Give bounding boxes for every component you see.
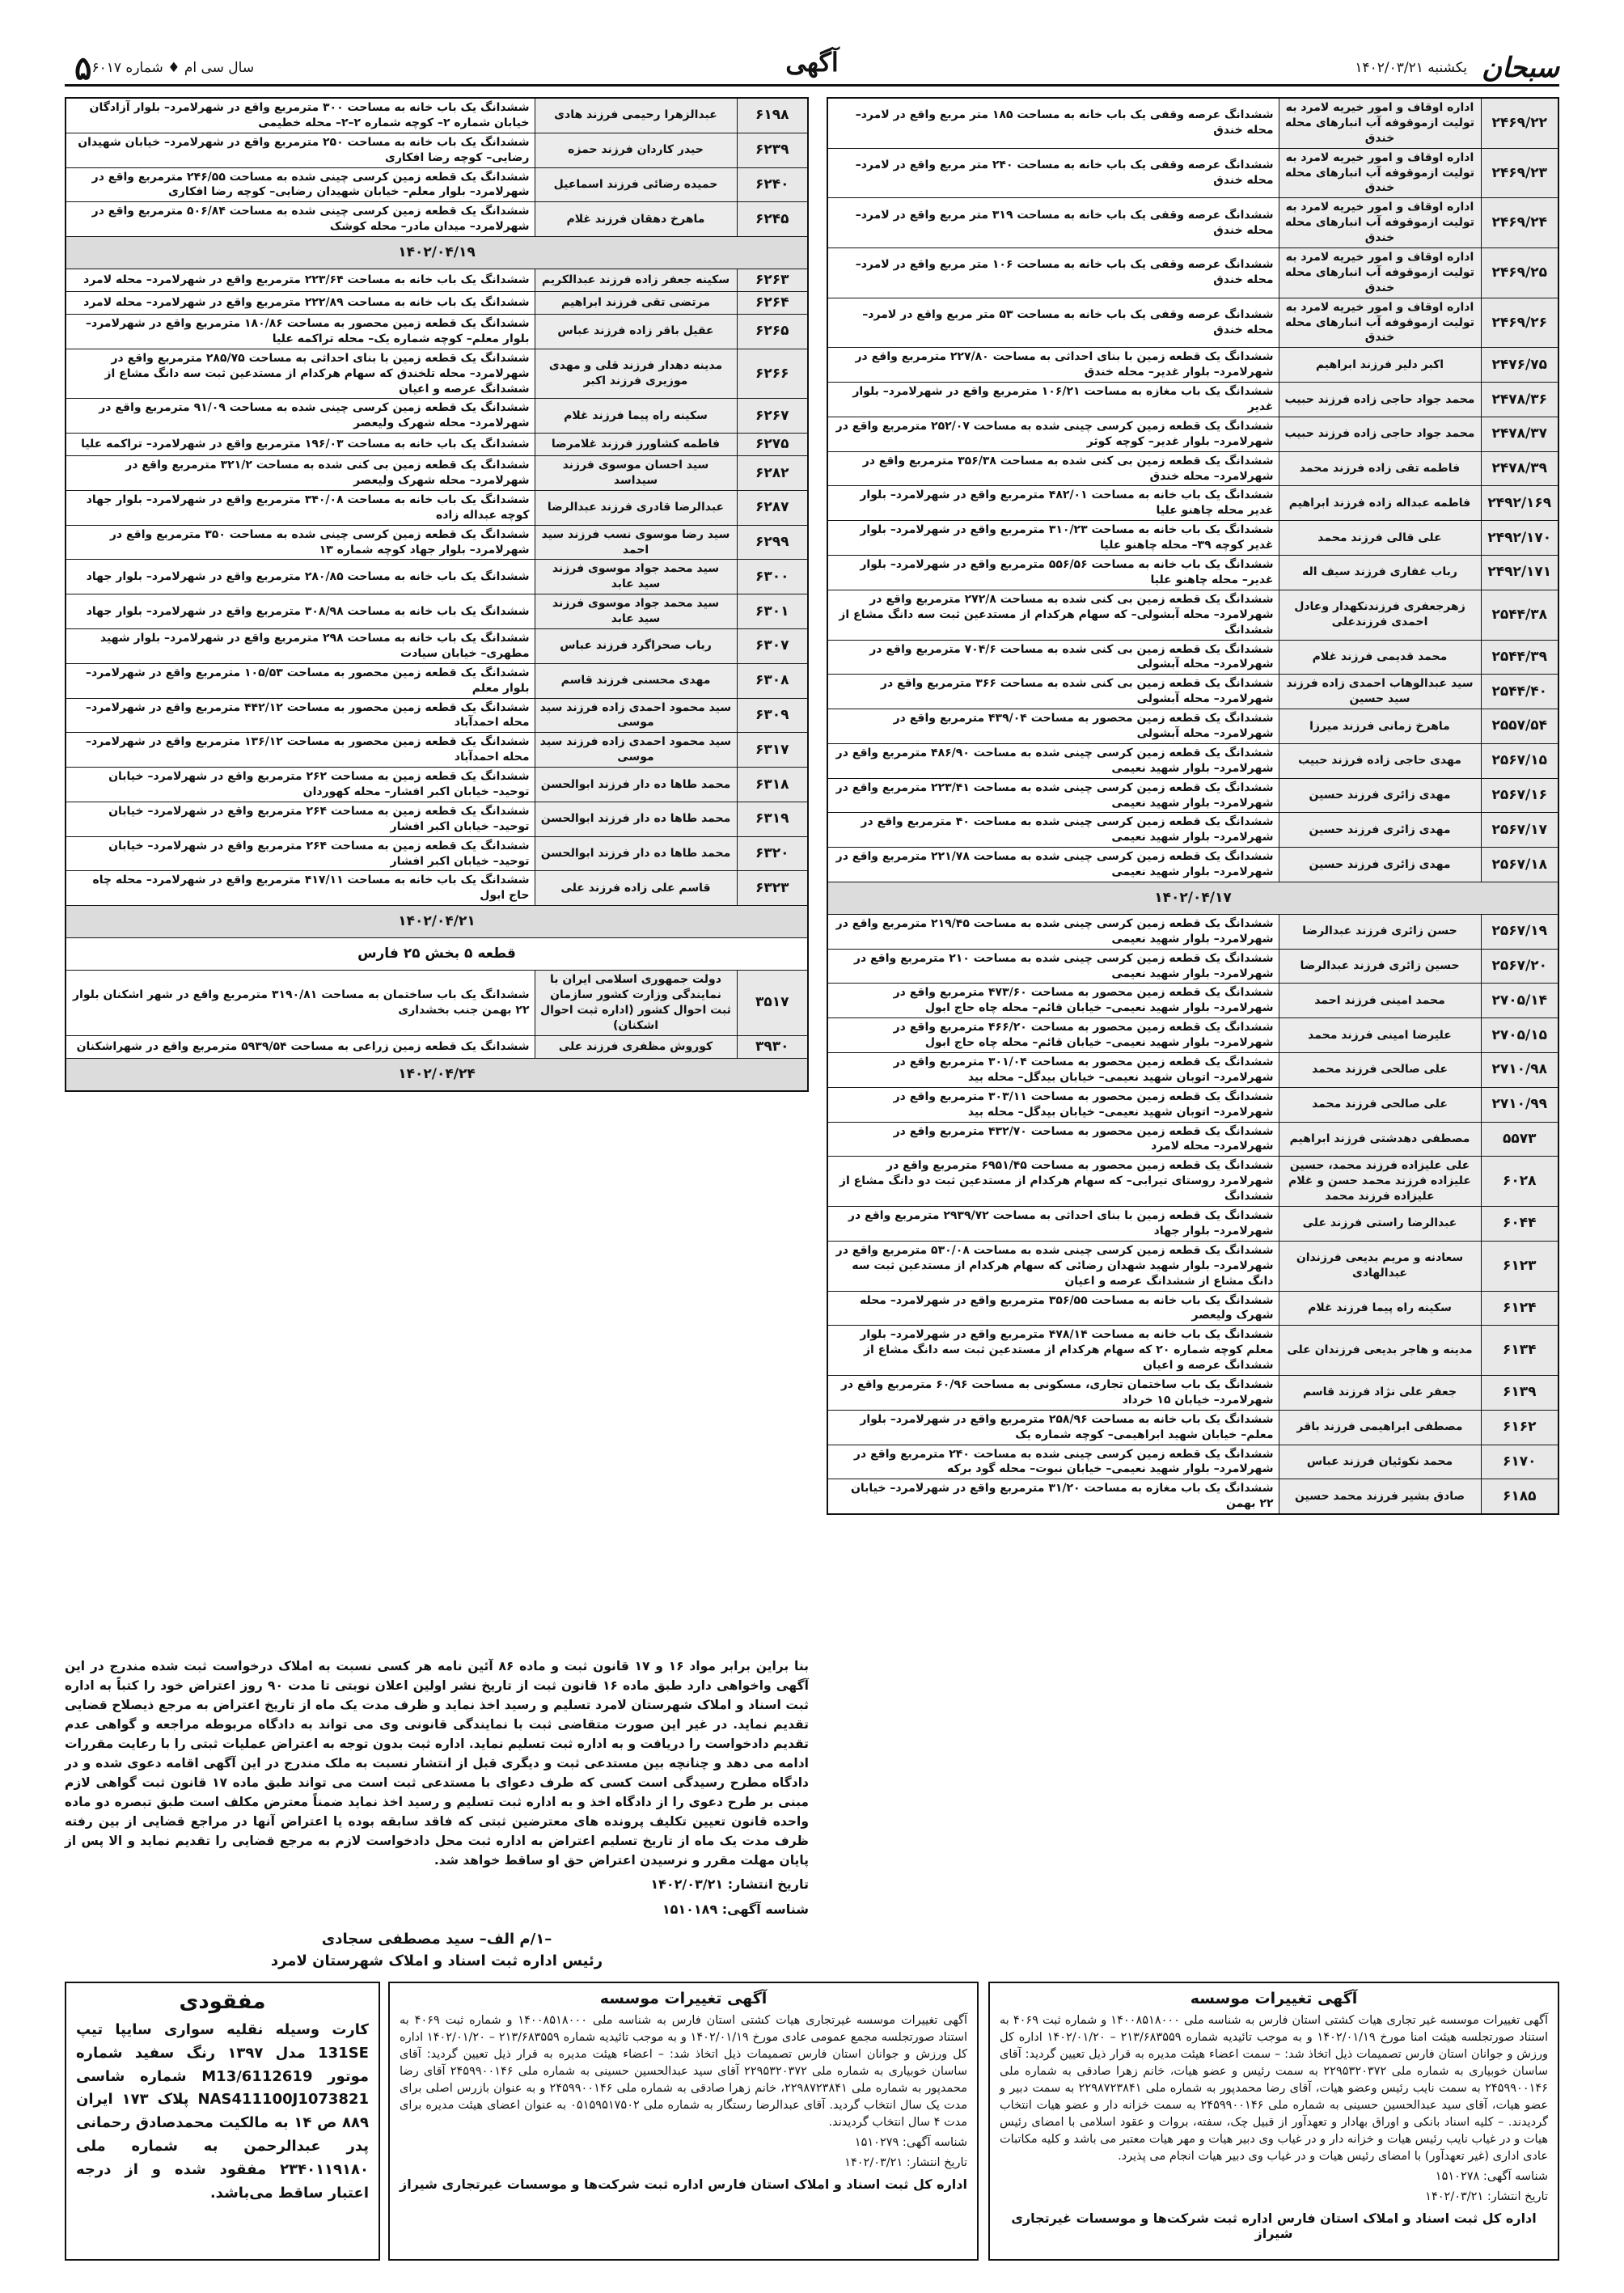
parcel-code: ۲۵۴۴/۳۸: [1481, 590, 1558, 640]
owner-name: محمد طاها ده دار فرزند ابوالحسن: [535, 768, 737, 802]
table-row: [66, 594, 808, 629]
date-separator: ۱۴۰۲/۰۴/۲۱: [66, 906, 808, 938]
parcel-code: ۶۱۲۳: [1481, 1241, 1558, 1291]
table-row: [66, 525, 808, 560]
table-body: [66, 98, 808, 1091]
date-separator: ۱۴۰۲/۰۴/۱۷: [827, 882, 1558, 914]
parcel-code: ۶۲۶۴: [737, 292, 808, 315]
owner-name: حمیده رضائی فرزند اسماعیل: [535, 167, 737, 202]
parcel-code: ۲۵۶۷/۱۷: [1481, 813, 1558, 848]
parcel-code: ۶۳۲۰: [737, 836, 808, 871]
parcel-code: ۲۴۶۹/۲۵: [1481, 248, 1558, 298]
owner-name: عبدالرضا قادری فرزند عبدالرضا: [535, 490, 737, 525]
parcel-code: ۶۲۸۷: [737, 490, 808, 525]
property-description: ششدانگ یک قطعه زمین به مساحت ۲۶۴ مترمربع واقع در شهرلامرد– خیابان توحید– خیابان اکبر افشار: [66, 802, 535, 836]
owner-name: محمد طاها ده دار فرزند ابوالحسن: [535, 802, 737, 836]
parcel-code: ۲۴۷۸/۳۹: [1481, 451, 1558, 486]
owner-name: محمد قدیمی فرزند غلام: [1279, 640, 1481, 675]
ad-box-lost-document: [65, 1982, 380, 2261]
table-row: [66, 836, 808, 871]
owner-name: مدینه و هاجر بدیعی فرزندان علی: [1279, 1326, 1481, 1376]
table-row: [66, 629, 808, 664]
owner-name: مهدی محسنی فرزند قاسم: [535, 663, 737, 698]
parcel-code: ۶۳۰۹: [737, 698, 808, 733]
table-row: [827, 914, 1558, 949]
parcel-code: ۲۴۶۹/۲۳: [1481, 148, 1558, 198]
parcel-code: ۶۳۰۰: [737, 560, 808, 594]
parcel-code: ۲۴۷۸/۳۷: [1481, 417, 1558, 451]
header-left: [65, 49, 254, 87]
property-description: ششدانگ یک باب خانه به مساحت ۴۸۲/۰۱ مترمربع واقع در شهرلامرد– بلوار غدیر محله چاهنو علیا: [827, 486, 1279, 521]
table-row: [827, 984, 1558, 1018]
table-row: [827, 198, 1558, 248]
owner-name: سید محمد جواد موسوی فرزند سید عابد: [535, 594, 737, 629]
table-row: [827, 1375, 1558, 1410]
registration-table-left: [65, 97, 809, 1092]
owner-name: علی صالحی فرزند محمد: [1279, 1087, 1481, 1122]
property-description: ششدانگ یک قطعه زمین کرسی چینی شده به مساحت ۴۸۶/۹۰ مترمربع واقع در شهرلامرد– بلوار شهید نعیمی: [827, 743, 1279, 778]
owner-name: سید رضا موسوی نسب فرزند سید احمد: [535, 525, 737, 560]
notice-publish-date: تاریخ انتشار: ۱۴۰۲/۰۳/۲۱: [650, 1876, 809, 1893]
property-description: ششدانگ یک قطعه زمین کرسی چینی شده به مساحت ۹۱/۰۹ مترمربع واقع در شهرلامرد– محله شهرک ولیعصر: [66, 399, 535, 434]
owner-name: اداره اوقاف و امور خیریه لامرد به تولیت ازموقوفه آب انبارهای محله خندق: [1279, 198, 1481, 248]
table-row: [827, 675, 1558, 709]
table-row: [66, 349, 808, 399]
property-description: ششدانگ عرصه وقفی یک باب خانه به مساحت ۱۸۵ متر مربع واقع در لامرد– محله خندق: [827, 98, 1279, 148]
owner-name: مرتضی تقی فرزند ابراهیم: [535, 292, 737, 315]
parcel-code: ۶۲۴۰: [737, 167, 808, 202]
owner-name: کوروش مظفری فرزند علی: [535, 1035, 737, 1058]
parcel-code: ۶۳۱۸: [737, 768, 808, 802]
parcel-code: ۶۲۶۳: [737, 269, 808, 292]
table-row: [827, 556, 1558, 590]
owner-name: محمد طاها ده دار فرزند ابوالحسن: [535, 836, 737, 871]
date-separator-row: [66, 237, 808, 269]
owner-name: ماهرخ دهقان فرزند غلام: [535, 202, 737, 237]
table-row: [66, 490, 808, 525]
owner-name: حسن زائری فرزند عبدالرضا: [1279, 914, 1481, 949]
property-description: ششدانگ یک قطعه زمین بی کنی شده به مساحت ۳۵۶/۳۸ مترمربع واقع در شهرلامرد– محله خندق: [827, 451, 1279, 486]
owner-name: محمد جواد حاجی زاده فرزند حبیب: [1279, 417, 1481, 451]
parcel-code: ۶۲۸۲: [737, 456, 808, 491]
table-row: [66, 663, 808, 698]
owner-name: مهدی زائری فرزند حسین: [1279, 813, 1481, 848]
parcel-code: ۶۲۴۵: [737, 202, 808, 237]
table-row: [827, 1241, 1558, 1291]
owner-name: حسین زائری فرزند عبدالرضا: [1279, 949, 1481, 984]
table-row: [827, 1326, 1558, 1376]
property-description: ششدانگ یک باب خانه به مساحت ۲۵۰ مترمربع واقع در شهرلامرد– خیابان شهیدان رضایی– کوچه رضا افکاری: [66, 133, 535, 167]
property-description: ششدانگ یک قطعه زمین محصور به مساحت ۳۰۱/۰۴ مترمربع واقع در شهرلامرد– اتوبان شهید نعیمی– خیابان بیدگل– محله بید: [827, 1053, 1279, 1088]
owner-name: اداره اوقاف و امور خیریه لامرد به تولیت ازموقوفه آب انبارهای محله خندق: [1279, 298, 1481, 348]
notice-ad-id: شناسه آگهی: ۱۵۱۰۱۸۹: [662, 1901, 809, 1917]
parcel-code: ۶۱۸۵: [1481, 1479, 1558, 1514]
owner-name: عبدالزهرا رحیمی فرزند هادی: [535, 98, 737, 133]
property-description: ششدانگ یک قطعه زمین کرسی چینی شده به مساحت ۴۰ مترمربع واقع در شهرلامرد– بلوار شهید نعیمی: [827, 813, 1279, 848]
owner-name: علی صالحی فرزند محمد: [1279, 1053, 1481, 1088]
signature-title: رئیس اداره ثبت اسناد و املاک شهرستان لامرد: [270, 1952, 603, 1969]
parcel-code: ۵۵۷۳: [1481, 1122, 1558, 1157]
issue-date: یکشنبه ۱۴۰۲/۰۳/۲۱: [1355, 60, 1467, 76]
owner-name: علیرضا امینی فرزند محمد: [1279, 1018, 1481, 1053]
table-row: [66, 802, 808, 836]
owner-name: عقیل باقر زاده فرزند عباس: [535, 314, 737, 349]
property-description: ششدانگ یک قطعه زمین محصور به مساحت ۴۶۶/۲۰ مترمربع واقع در شهرلامرد– بلوار شهید نعیمی– خیابان قائم– محله چاه حاج ابول: [827, 1018, 1279, 1053]
table-row: [827, 778, 1558, 813]
property-description: ششدانگ عرصه وقفی یک باب خانه به مساحت ۵۳ متر مربع واقع در لامرد– محله خندق: [827, 298, 1279, 348]
owner-name: جعفر علی نژاد فرزند قاسم: [1279, 1375, 1481, 1410]
table-row: [827, 451, 1558, 486]
table-row: [827, 1445, 1558, 1479]
notice-signature: [65, 1928, 809, 1972]
ad-body: آگهی تغییرات موسسه غیرتجاری هیات کشتی استان فارس به شناسه ملی ۱۴۰۰۸۵۱۸۰۰۰ و شماره ثبت ۴۰۶۹ به استناد صورتجلسه مجمع عمومی عادی مورخ ۱۴۰۲/۰۱/۱۹ و به موجب تائیدیه شماره ۲۱۳/۶۸۳۵۵۹ – ۱۴۰۲/۰۱/۲۰ اداره کل ورزش و جوانان استان فارس تصمیمات ذیل اتخاذ شد: – اعضاء هیئت مدیره به قرار ذیل تعیین گردید: آقای ساسان خوبیاری به شماره ملی ۲۲۹۵۳۲۰۳۷۲ آقای سید عبدالحسین حسینی به شماره ملی ۲۴۵۹۹۰۰۱۴۶ آقای رضا محمدپور به شماره ملی ۲۲۹۸۷۲۳۸۴۱، خانم زهرا صادقی به شماره ملی ۲۴۵۹۹۰۰۱۴۶ و به عنوان بازرس اصلی برای مدت یک سال انتخاب گردید. آقای عبدالرضا رستگار به شماره ملی ۰۵۱۵۹۵۱۷۵۰۲ به عنوان اعضای هیئت مدیره برای مدت ۴ سال انتخاب گردیدند.: [400, 2014, 968, 2130]
owner-name: اداره اوقاف و امور خیریه لامرد به تولیت ازموقوفه آب انبارهای محله خندق: [1279, 98, 1481, 148]
property-description: ششدانگ یک باب خانه به مساحت ۳۰۸/۹۸ مترمربع واقع در شهرلامرد– بلوار جهاد: [66, 594, 535, 629]
ad-title: مفقودی: [179, 1990, 266, 2014]
date-separator-row: [66, 1058, 808, 1090]
parcel-code: ۶۳۱۹: [737, 802, 808, 836]
property-description: ششدانگ یک قطعه زمین بی کنی شده به مساحت ۷۰۴/۶ مترمربع واقع در شهرلامرد– محله آبشولی: [827, 640, 1279, 675]
table-row: [827, 1479, 1558, 1514]
issue-number: سال سی ام ♦ شماره ۶۰۱۷: [91, 60, 255, 76]
parcel-code: ۲۵۶۷/۱۵: [1481, 743, 1558, 778]
owner-name: سعادنه و مریم بدیعی فرزندان عبدالهادی: [1279, 1241, 1481, 1291]
parcel-code: ۶۲۶۶: [737, 349, 808, 399]
table-row: [66, 971, 808, 1036]
table-row: [827, 98, 1558, 148]
property-description: ششدانگ یک باب ساختمان به مساحت ۳۱۹۰/۸۱ مترمربع واقع در شهر اشکنان بلوار ۲۲ بهمن جنب بخشداری: [66, 971, 535, 1036]
property-description: ششدانگ یک قطعه زمین محصور به مساحت ۱۸۰/۸۶ مترمربع واقع در شهرلامرد– بلوار معلم– کوچه شماره یک– محله تراکمه علیا: [66, 314, 535, 349]
parcel-code: ۶۱۶۲: [1481, 1410, 1558, 1445]
legal-notice: [65, 1656, 809, 1972]
parcel-code: ۶۱۹۸: [737, 98, 808, 133]
property-description: ششدانگ یک باب خانه به مساحت ۲۲۳/۶۴ مترمربع واقع در شهرلامرد– محله لامرد: [66, 269, 535, 292]
property-description: ششدانگ یک قطعه زمین کرسی چینی شده به مساحت ۲۱۹/۴۵ مترمربع واقع در شهرلامرد– بلوار شهید نعیمی: [827, 914, 1279, 949]
ad-publish-date: تاریخ انتشار: ۱۴۰۲/۰۳/۲۱: [844, 2156, 967, 2170]
property-description: ششدانگ یک قطعه زمین محصور به مساحت ۳۰۳/۱۱ مترمربع واقع در شهرلامرد– اتوبان شهید نعیمی– خیابان بیدگل– محله بید: [827, 1087, 1279, 1122]
property-description: ششدانگ یک قطعه زمین کرسی چینی شده به مساحت ۲۵۲/۰۷ مترمربع واقع در شهرلامرد– بلوار غدیر– کوچه کوثر: [827, 417, 1279, 451]
table-row: [827, 590, 1558, 640]
parcel-code: ۲۵۶۷/۲۰: [1481, 949, 1558, 984]
property-description: ششدانگ یک قطعه زمین محصور به مساحت ۴۴۲/۱۲ مترمربع واقع در شهرلامرد– محله احمدآباد: [66, 698, 535, 733]
owner-name: فاطمه کشاورز فرزند غلامرضا: [535, 434, 737, 456]
table-row: [66, 560, 808, 594]
ad-body: آگهی تغییرات موسسه غیر تجاری هیات کشتی استان فارس به شناسه ملی ۱۴۰۰۸۵۱۸۰۰۰ و شماره ثبت ۴۰۶۹ به استناد صورتجلسه هیئت امنا مورخ ۱۴۰۲/۰۱/۱۹ و به موجب تائیدیه شماره ۲۱۳/۶۸۳۵۵۹ – ۱۴۰۲/۰۱/۲۰ اداره کل ورزش و جوانان استان فارس تصمیمات ذیل اتخاذ شد: – سمت اعضاء هیئت مدیره به قرار ذیل تعیین گردید: آقای ساسان خوبیاری به شماره ملی ۲۲۹۵۳۲۰۳۷۲ به سمت رئیس و عضو هیات، خانم زهرا صادقی به شماره ملی ۲۴۵۹۹۰۰۱۴۶ به سمت نایب رئیس وعضو هیات، آقای رضا محمدپور به شماره ملی ۲۲۹۸۷۲۳۸۴۱ به سمت دبیر و عضو هیات، آقای سید عبدالحسین حسینی به شماره ملی ۲۴۵۹۹۰۰۱۴۶ به سمت خزانه دار و عضو هیات انتخاب گردیدند. – کلیه اسناد بانکی و اوراق بهادار و تعهدآور از قبیل چک، سفته، بروات و عقود اسلامی با امضای رئیس هیات و در غیاب نایب رئیس هیات و خزانه دار و در غیاب وی دبیر هیات و مهر هیات معتبر می باشد و کلیه مکاتبات عادی اداری (غیر تعهدآور) با امضای رئیس هیات و در غیاب وی دبیر هیات انجام می پذیرد.: [1000, 2014, 1549, 2164]
table-row: [827, 1053, 1558, 1088]
table-row: [66, 456, 808, 491]
property-description: ششدانگ عرصه وقفی یک باب خانه به مساحت ۱۰۶ متر مربع واقع در لامرد– محله خندق: [827, 248, 1279, 298]
parcel-code: ۲۵۴۴/۴۰: [1481, 675, 1558, 709]
property-description: ششدانگ یک باب مغازه به مساحت ۱۰۶/۲۱ مترمربع واقع در شهرلامرد– بلوار غدیر: [827, 383, 1279, 417]
notice-body: بنا براین برابر مواد ۱۶ و ۱۷ قانون ثبت و ماده ۸۶ آئین نامه هر کسی نسبت به املاک درخواست ثبت شده مندرج در این آگهی واخواهی دارد طبق ماده ۱۶ قانون ثبت از تاریخ نشر اولین اعلان نوبتی تا مدت ۹۰ روز اعتراض خود را کتباً به اداره ثبت اسناد و املاک شهرستان لامرد تسلیم و رسید اخذ نماید و ظرف مدت یک ماه از تاریخ اعتراض به مرجع ذیصلاح قضایی تقدیم نماید. در غیر این صورت متقاضی ثبت با نمایندگی قانونی وی می تواند به دادگاه مربوطه مراجعه و گواهی عدم تقدیم دادخواست را دریافت و به اداره ثبت تسلیم نماید. اداره ثبت بدون توجه به اعتراض عملیات ثبتی را با رعایت مقررات ادامه می دهد و چنانچه بین مستدعی ثبت و دیگری قبل از انتشار نسبت به ملک مندرج در این آگهی اقامه دعوی شده و در دادگاه مطرح رسیدگی است کسی که طرف دعوای با مستدعی ثبت است می تواند طبق ماده ۱۷ قانون ثبت گواهی لازم مبنی بر طرح دعوی را از دادگاه اخذ و به اداره ثبت تسلیم و رسید اخذ نماید ضمناً معترض مکلف است طبق تبصره دو ماده واحده قانون تعیین تکلیف پرونده های معترضین ثبتی که فاقد سابقه بوده یا اعتراض آنها در مراجع قضایی از بین رفته ظرف مدت یک ماه از تاریخ تسلیم اعتراض به اداره ثبت محل دادخواست لازم به مرجع قضایی را تقدیم نماید و الا پس از پایان مهلت مقرر و نرسیدن اعتراض حق او ساقط خواهد شد.: [65, 1659, 809, 1868]
parcel-code: ۲۵۴۴/۳۹: [1481, 640, 1558, 675]
parcel-code: ۶۳۰۷: [737, 629, 808, 664]
owner-name: اداره اوقاف و امور خیریه لامرد به تولیت ازموقوفه آب انبارهای محله خندق: [1279, 148, 1481, 198]
table-row: [827, 949, 1558, 984]
ad-box-institution-changes-1: [988, 1982, 1559, 2261]
section-title: آگهی: [774, 47, 850, 78]
table-row: [66, 292, 808, 315]
property-description: ششدانگ یک قطعه زمین کرسی چینی شده به مساحت ۵۰۶/۸۴ مترمربع واقع در شهرلامرد– میدان مادر– محله کوشک: [66, 202, 535, 237]
owner-name: سید محمود احمدی زاده فرزند سید موسی: [535, 698, 737, 733]
parcel-code: ۲۵۵۷/۵۴: [1481, 709, 1558, 744]
table-row: [66, 733, 808, 768]
property-description: ششدانگ یک قطعه زمین محصور به مساحت ۴۳۹/۰۴ مترمربع واقع در شهرلامرد– محله آبشولی: [827, 709, 1279, 744]
table-body: [827, 98, 1558, 1514]
owner-name: علی قالی فرزند محمد: [1279, 521, 1481, 556]
parcel-code: ۲۴۹۲/۱۶۹: [1481, 486, 1558, 521]
parcel-code: ۶۱۳۹: [1481, 1375, 1558, 1410]
property-description: ششدانگ یک قطعه زمین محصور به مساحت ۴۳۲/۷۰ مترمربع واقع در شهرلامرد– محله لامرد: [827, 1122, 1279, 1157]
table-row: [827, 383, 1558, 417]
owner-name: عبدالرضا راستی فرزند علی: [1279, 1207, 1481, 1242]
property-description: ششدانگ یک قطعه زمین به مساحت ۲۶۴ مترمربع واقع در شهرلامرد– خیابان توحید– خیابان اکبر افشار: [66, 836, 535, 871]
parcel-code: ۲۴۹۲/۱۷۰: [1481, 521, 1558, 556]
owner-name: مصطفی ابراهیمی فرزند باقر: [1279, 1410, 1481, 1445]
property-description: ششدانگ یک قطعه زمین کرسی چینی شده به مساحت ۳۵۰ مترمربع واقع در شهرلامرد– بلوار جهاد کوچه شماره ۱۳: [66, 525, 535, 560]
registration-table-right: [827, 97, 1559, 1515]
property-description: ششدانگ یک قطعه زمین کرسی چینی شده به مساحت ۲۲۳/۴۱ مترمربع واقع در شهرلامرد– بلوار شهید نعیمی: [827, 778, 1279, 813]
page-header: [65, 47, 1559, 87]
parcel-code: ۶۱۷۰: [1481, 1445, 1558, 1479]
table-row: [827, 1207, 1558, 1242]
property-description: ششدانگ یک باب خانه به مساحت ۲۸۰/۸۵ مترمربع واقع در شهرلامرد– بلوار جهاد: [66, 560, 535, 594]
property-description: ششدانگ یک قطعه زمین به مساحت ۲۶۲ مترمربع واقع در شهرلامرد– خیابان توحید– خیابان اکبر افشار– محله کهوردان: [66, 768, 535, 802]
parcel-code: ۶۳۰۱: [737, 594, 808, 629]
owner-name: زهرجعفری فرزندنکهدار وعادل احمدی فرزندعلی: [1279, 590, 1481, 640]
ad-id: شناسه آگهی: ۱۵۱۰۲۷۸: [1435, 2170, 1548, 2184]
property-description: ششدانگ یک قطعه زمین محصور به مساحت ۱۳۶/۱۲ مترمربع واقع در شهرلامرد– محله احمدآباد: [66, 733, 535, 768]
property-description: ششدانگ یک باب خانه به مساحت ۴۱۷/۱۱ مترمربع واقع در شهرلامرد– محله چاه حاج ابول: [66, 871, 535, 906]
property-description: ششدانگ یک باب خانه به مساحت ۲۲۲/۸۹ مترمربع واقع در شهرلامرد– محله لامرد: [66, 292, 535, 315]
ad-body: کارت وسیله نقلیه سواری سایپا تیپ 131SE مدل ۱۳۹۷ رنگ سفید شماره موتور M13/6112619 شماره شاسی NAS411100J1073821 پلاک ۱۷۳ ایران ۸۸۹ ص ۱۴ به مالکیت محمدصادق رحمانی پدر عبدالرحمن به شماره ملی ۲۳۴۰۱۱۹۱۸۰ مفقود شده و از درجه اعتبار ساقط می‌باشد.: [76, 2021, 370, 2202]
parcel-code: ۲۷۱۰/۹۹: [1481, 1087, 1558, 1122]
owner-name: ماهرخ زمانی فرزند میرزا: [1279, 709, 1481, 744]
page-number: ۵: [74, 49, 92, 87]
parcel-code: ۲۵۶۷/۱۶: [1481, 778, 1558, 813]
parcel-code: ۲۷۰۵/۱۴: [1481, 984, 1558, 1018]
owner-name: اداره اوقاف و امور خیریه لامرد به تولیت ازموقوفه آب انبارهای محله خندق: [1279, 248, 1481, 298]
ad-title: آگهی تغییرات موسسه: [1190, 1990, 1358, 2007]
date-separator: ۱۴۰۲/۰۴/۱۹: [66, 237, 808, 269]
table-row: [66, 1035, 808, 1058]
owner-name: اکبر دلیر فرزند ابراهیم: [1279, 348, 1481, 383]
parcel-code: ۶۱۲۴: [1481, 1291, 1558, 1326]
property-description: ششدانگ یک قطعه زمین محصور به مساحت ۴۷۳/۶۰ مترمربع واقع در شهرلامرد– بلوار شهید نعیمی– خیابان قائم– محله چاه حاج ابول: [827, 984, 1279, 1018]
section-subheading-row: [66, 938, 808, 971]
table-row: [827, 1410, 1558, 1445]
owner-name: قاسم علی زاده فرزند علی: [535, 871, 737, 906]
parcel-code: ۲۴۶۹/۲۶: [1481, 298, 1558, 348]
section-subheading: قطعه ۵ بخش ۲۵ فارس: [66, 938, 808, 971]
parcel-code: ۶۲۶۷: [737, 399, 808, 434]
property-description: ششدانگ یک قطعه زمین زراعی به مساحت ۵۹۳۹/۵۴ مترمربع واقع در شهراشکنان: [66, 1035, 535, 1058]
property-description: ششدانگ یک باب خانه به مساحت ۳۵۶/۵۵ مترمربع واقع در شهرلامرد– محله شهرک ولیعصر: [827, 1291, 1279, 1326]
owner-name: سید عبدالوهاب احمدی زاده فرزند سید حسین: [1279, 675, 1481, 709]
table-row: [827, 298, 1558, 348]
ad-signature: اداره کل ثبت اسناد و املاک استان فارس اداره ثبت شرکت‌ها و موسسات غیرتجاری شیراز: [400, 2177, 967, 2193]
ad-signature: اداره کل ثبت اسناد و املاک استان فارس اداره ثبت شرکت‌ها و موسسات غیرتجاری شیراز: [1011, 2211, 1537, 2242]
table-row: [66, 133, 808, 167]
table-row: [827, 1087, 1558, 1122]
owner-name: فاطمه عبداله زاده فرزند ابراهیم: [1279, 486, 1481, 521]
parcel-code: ۶۱۳۴: [1481, 1326, 1558, 1376]
table-row: [827, 248, 1558, 298]
owner-name: فاطمه تقی زاده فرزند محمد: [1279, 451, 1481, 486]
table-row: [827, 148, 1558, 198]
owner-name: علی علیزاده فرزند محمد، حسین علیزاده فرزند محمد حسن و غلام علیزاده فرزند محمد: [1279, 1157, 1481, 1207]
owner-name: مهدی حاجی زاده فرزند حبیب: [1279, 743, 1481, 778]
owner-name: سید محمود احمدی زاده فرزند سید موسی: [535, 733, 737, 768]
property-description: ششدانگ یک باب ساختمان تجاری، مسکونی به مساحت ۶۰/۹۶ مترمربع واقع در شهرلامرد– خیابان ۱۵ خرداد: [827, 1375, 1279, 1410]
property-description: ششدانگ یک قطعه زمین کرسی چینی شده به مساحت ۲۴۶/۵۵ مترمربع واقع در شهرلامرد– بلوار معلم– خیابان شهیدان رضایی– کوچه رضا افکاری: [66, 167, 535, 202]
table-row: [827, 417, 1558, 451]
parcel-code: ۳۹۳۰: [737, 1035, 808, 1058]
owner-name: سکینه جعفر زاده فرزند عبدالکریم: [535, 269, 737, 292]
ad-id: شناسه آگهی: ۱۵۱۰۲۷۹: [854, 2136, 967, 2150]
property-description: ششدانگ یک باب خانه به مساحت ۲۹۸ مترمربع واقع در شهرلامرد– بلوار شهید مطهری– خیابان سیادت: [66, 629, 535, 664]
table-row: [827, 709, 1558, 744]
property-description: ششدانگ یک باب خانه به مساحت ۳۴۰/۰۸ مترمربع واقع در شهرلامرد– بلوار جهاد کوچه عبداله زاده: [66, 490, 535, 525]
property-description: ششدانگ عرصه وقفی یک باب خانه به مساحت ۲۴۰ متر مربع واقع در لامرد– محله خندق: [827, 148, 1279, 198]
property-description: ششدانگ یک باب خانه به مساحت ۳۰۰ مترمربع واقع در شهرلامرد– بلوار آزادگان خیابان شماره ۲– کوچه شماره ۲–۲– محله خطیمی: [66, 98, 535, 133]
table-row: [827, 521, 1558, 556]
table-row: [827, 486, 1558, 521]
parcel-code: ۶۰۴۴: [1481, 1207, 1558, 1242]
owner-name: سکینه راه پیما فرزند غلام: [535, 399, 737, 434]
parcel-code: ۶۲۶۵: [737, 314, 808, 349]
table-row: [66, 269, 808, 292]
table-row: [66, 768, 808, 802]
signature-name: –۱/م الف– سید مصطفی سجادی: [321, 1930, 552, 1948]
ad-box-institution-changes-2: [388, 1982, 979, 2261]
property-description: ششدانگ یک قطعه زمین بی کنی شده به مساحت ۳۲۱/۲ مترمربع واقع در شهرلامرد– محله شهرک ولیعصر: [66, 456, 535, 491]
header-right: [1355, 52, 1559, 84]
parcel-code: ۲۷۰۵/۱۵: [1481, 1018, 1558, 1053]
property-description: ششدانگ یک قطعه زمین محصور به مساحت ۱۰۵/۵۳ مترمربع واقع در شهرلامرد– بلوار معلم: [66, 663, 535, 698]
owner-name: رباب صحراگرد فرزند عباس: [535, 629, 737, 664]
parcel-code: ۲۴۹۲/۱۷۱: [1481, 556, 1558, 590]
property-description: ششدانگ یک قطعه زمین کرسی چینی شده به مساحت ۲۴۰ مترمربع واقع در شهرلامرد– بلوار شهید نعیمی– خیابان نبوت– محله گود برکه: [827, 1445, 1279, 1479]
owner-name: مهدی زائری فرزند حسین: [1279, 778, 1481, 813]
table-row: [827, 1291, 1558, 1326]
parcel-code: ۲۴۶۹/۲۴: [1481, 198, 1558, 248]
table-row: [66, 167, 808, 202]
owner-name: صادق بشیر فرزند محمد حسین: [1279, 1479, 1481, 1514]
parcel-code: ۶۰۲۸: [1481, 1157, 1558, 1207]
parcel-code: ۲۴۷۸/۳۶: [1481, 383, 1558, 417]
property-description: ششدانگ یک باب خانه به مساحت ۴۷۸/۱۴ مترمربع واقع در شهرلامرد– بلوار معلم کوچه شماره ۲۰ که سهام هرکدام از مستدعین ثبت سه دانگ مشاع از ششدانگ عرصه و اعیان: [827, 1326, 1279, 1376]
parcel-code: ۶۳۱۷: [737, 733, 808, 768]
table-row: [827, 640, 1558, 675]
owner-name: محمد امینی فرزند احمد: [1279, 984, 1481, 1018]
date-separator-row: [827, 882, 1558, 914]
parcel-code: ۲۵۶۷/۱۹: [1481, 914, 1558, 949]
parcel-code: ۶۲۹۹: [737, 525, 808, 560]
owner-name: محمد نکوئیان فرزند عباس: [1279, 1445, 1481, 1479]
property-description: ششدانگ یک قطعه زمین با بنای احداثی به مساحت ۲۸۵/۷۵ مترمربع واقع در شهرلامرد– محله تلخندق که سهام هرکدام از مستدعین ثبت سه دانگ مشاع از ششدانگ عرصه و اعیان: [66, 349, 535, 399]
property-description: ششدانگ یک قطعه زمین کرسی چینی شده به مساحت ۲۱۰ مترمربع واقع در شهرلامرد– بلوار شهید نعیمی: [827, 949, 1279, 984]
property-description: ششدانگ یک قطعه زمین با بنای احداثی به مساحت ۲۲۷/۸۰ مترمربع واقع در شهرلامرد– بلوار غدیر– محله خندق: [827, 348, 1279, 383]
parcel-code: ۲۴۶۹/۲۲: [1481, 98, 1558, 148]
parcel-code: ۳۵۱۷: [737, 971, 808, 1036]
table-row: [827, 348, 1558, 383]
table-row: [827, 1122, 1558, 1157]
date-separator-row: [66, 906, 808, 938]
table-row: [66, 314, 808, 349]
table-row: [827, 848, 1558, 882]
parcel-code: ۲۵۶۷/۱۸: [1481, 848, 1558, 882]
table-row: [66, 871, 808, 906]
owner-name: سید محمد جواد موسوی فرزند سید عابد: [535, 560, 737, 594]
table-row: [827, 743, 1558, 778]
property-description: ششدانگ یک قطعه زمین بی کنی شده به مساحت ۳۶۶ مترمربع واقع در شهرلامرد– محله آبشولی: [827, 675, 1279, 709]
property-description: ششدانگ یک قطعه زمین محصور به مساحت ۶۹۵۱/۴۵ مترمربع واقع در شهرلامرد روستای تیرابی– که سهام هرکدام از مستدعین ثبت دو دانگ مشاع از ششدانگ: [827, 1157, 1279, 1207]
owner-name: حیدر کاردان فرزند حمزه: [535, 133, 737, 167]
parcel-code: ۶۲۷۵: [737, 434, 808, 456]
ad-title: آگهی تغییرات موسسه: [599, 1990, 768, 2007]
property-description: ششدانگ یک قطعه زمین بی کنی شده به مساحت ۲۷۲/۸ مترمربع واقع در شهرلامرد– محله آبشولی– که سهام هرکدام از مستدعین ثبت سه دانگ مشاع از ششدانگ: [827, 590, 1279, 640]
property-description: ششدانگ یک باب خانه به مساحت ۵۵۶/۵۶ مترمربع واقع در شهرلامرد– بلوار غدیر– محله چاهنو علیا: [827, 556, 1279, 590]
property-description: ششدانگ یک قطعه زمین با بنای احداثی به مساحت ۲۹۳۹/۷۲ مترمربع واقع در شهرلامرد– بلوار جهاد: [827, 1207, 1279, 1242]
property-description: ششدانگ یک باب مغازه به مساحت ۳۱/۲۰ مترمربع واقع در شهرلامرد– خیابان ۲۲ بهمن: [827, 1479, 1279, 1514]
property-description: ششدانگ یک قطعه زمین کرسی چینی شده به مساحت ۲۲۱/۷۸ مترمربع واقع در شهرلامرد– بلوار شهید نعیمی: [827, 848, 1279, 882]
property-description: ششدانگ یک قطعه زمین کرسی چینی شده به مساحت ۵۳۰/۰۸ مترمربع واقع در شهرلامرد– بلوار شهید شهدان رضائی که سهام هرکدام از مستدعین ثبت سه دانگ مشاع از ششدانگ عرصه و اعیان: [827, 1241, 1279, 1291]
property-description: ششدانگ یک باب خانه به مساحت ۲۵۸/۹۶ مترمربع واقع در شهرلامرد– بلوار معلم– خیابان شهید ابراهیمی– کوچه شماره یک: [827, 1410, 1279, 1445]
parcel-code: ۶۲۳۹: [737, 133, 808, 167]
owner-name: محمد جواد حاجی زاده فرزند حبیب: [1279, 383, 1481, 417]
parcel-code: ۶۳۲۳: [737, 871, 808, 906]
table-row: [827, 1157, 1558, 1207]
property-description: ششدانگ عرصه وقفی یک باب خانه به مساحت ۳۱۹ متر مربع واقع در لامرد– محله خندق: [827, 198, 1279, 248]
owner-name: سکینه راه پیما فرزند غلام: [1279, 1291, 1481, 1326]
parcel-code: ۲۴۷۶/۷۵: [1481, 348, 1558, 383]
owner-name: مدینه دهدار فرزند قلی و مهدی موزیری فرزند اکبر: [535, 349, 737, 399]
owner-name: دولت جمهوری اسلامی ایران با نمایندگی وزارت کشور سازمان ثبت احوال کشور (اداره ثبت احوال اشکنان): [535, 971, 737, 1036]
owner-name: سید احسان موسوی فرزند سیداسد: [535, 456, 737, 491]
table-row: [66, 202, 808, 237]
property-description: ششدانگ یک باب خانه به مساحت ۱۹۶/۰۳ مترمربع واقع در شهرلامرد– تراکمه علیا: [66, 434, 535, 456]
owner-name: رباب غفاری فرزند سیف اله: [1279, 556, 1481, 590]
ad-publish-date: تاریخ انتشار: ۱۴۰۲/۰۳/۲۱: [1425, 2190, 1548, 2204]
parcel-code: ۲۷۱۰/۹۸: [1481, 1053, 1558, 1088]
table-row: [66, 98, 808, 133]
newspaper-logo: سبحان: [1481, 52, 1559, 84]
parcel-code: ۶۳۰۸: [737, 663, 808, 698]
table-row: [66, 399, 808, 434]
owner-name: مهدی زائری فرزند حسین: [1279, 848, 1481, 882]
table-row: [827, 1018, 1558, 1053]
owner-name: مصطفی دهدشتی فرزند ابراهیم: [1279, 1122, 1481, 1157]
date-separator: ۱۴۰۲/۰۴/۲۴: [66, 1058, 808, 1090]
table-row: [66, 698, 808, 733]
property-description: ششدانگ یک باب خانه به مساحت ۳۱۰/۲۳ مترمربع واقع در شهرلامرد– بلوار غدیر کوچه ۳۹– محله چاهنو علیا: [827, 521, 1279, 556]
table-row: [827, 813, 1558, 848]
table-row: [66, 434, 808, 456]
